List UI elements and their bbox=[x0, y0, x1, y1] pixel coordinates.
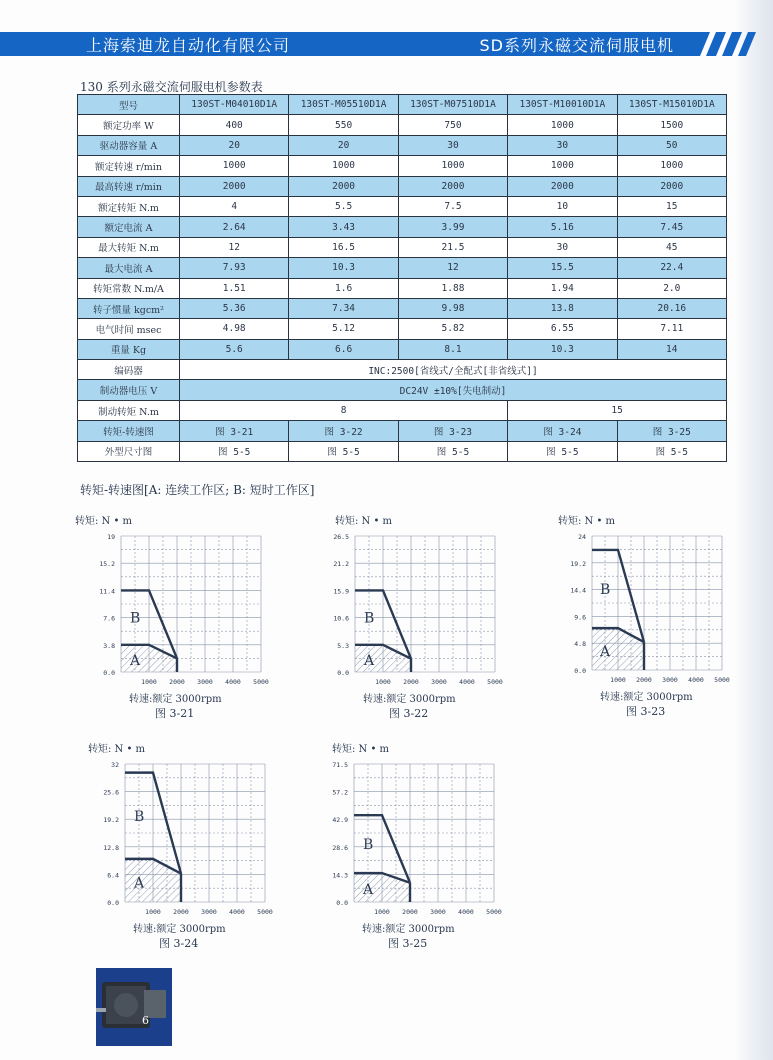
cell-value: 图 3-22 bbox=[289, 421, 398, 441]
cell-value: 12 bbox=[398, 258, 507, 278]
row-label: 电气时间 msec bbox=[78, 319, 180, 339]
cell-value: 2.0 bbox=[617, 278, 726, 298]
cell-value: 20 bbox=[180, 135, 289, 155]
cell-value: 2000 bbox=[617, 176, 726, 196]
cell-value: 1000 bbox=[398, 156, 507, 176]
table-row bbox=[78, 319, 727, 339]
cell-value: 50 bbox=[617, 135, 726, 155]
y-tick-label: 0.0 bbox=[336, 899, 348, 907]
y-tick-label: 28.6 bbox=[332, 843, 348, 852]
y-axis-label: 转矩: N • m bbox=[335, 516, 393, 527]
cell-value: 1.88 bbox=[398, 278, 507, 298]
cell-value: 6.6 bbox=[289, 339, 398, 359]
y-tick-label: 19 bbox=[107, 533, 115, 541]
table-row bbox=[78, 258, 727, 278]
y-tick-label: 5.3 bbox=[337, 641, 349, 650]
y-tick-label: 3.8 bbox=[103, 641, 115, 650]
section-title: 转矩-转速图[A: 连续工作区; B: 短时工作区] bbox=[80, 483, 315, 497]
x-tick-label: 1000 bbox=[145, 908, 161, 916]
x-tick-label: 4000 bbox=[688, 676, 704, 684]
cell-value: 30 bbox=[508, 135, 617, 155]
cell-value: 图 5-5 bbox=[289, 441, 398, 461]
brake-voltage-value: DC24V ±10%[失电制动] bbox=[180, 380, 727, 400]
y-tick-label: 21.2 bbox=[333, 560, 349, 569]
region-label-B: B bbox=[600, 582, 611, 599]
model-name: 130ST-M05510D1A bbox=[289, 95, 398, 115]
cell-value: 图 3-21 bbox=[180, 421, 289, 441]
table-row bbox=[78, 298, 727, 318]
x-tick-label: 4000 bbox=[459, 678, 475, 686]
brake-torque-value: 15 bbox=[508, 400, 727, 420]
torque-speed-chart bbox=[332, 740, 534, 950]
y-tick-label: 57.2 bbox=[332, 788, 348, 797]
row-label: 额定转速 r/min bbox=[78, 156, 180, 176]
row-label: 最大转矩 N.m bbox=[78, 237, 180, 257]
y-tick-label: 15.9 bbox=[333, 587, 349, 596]
figure-number: 图 3-23 bbox=[626, 705, 666, 718]
y-tick-label: 25.6 bbox=[103, 788, 119, 797]
region-label-A: A bbox=[363, 881, 374, 898]
x-tick-label: 3000 bbox=[201, 908, 217, 916]
cell-value: 13.8 bbox=[508, 298, 617, 318]
cell-value: 1000 bbox=[289, 156, 398, 176]
model-name: 130ST-M07510D1A bbox=[398, 95, 507, 115]
table-row bbox=[78, 156, 727, 176]
x-axis-label: 转速:额定 3000rpm bbox=[600, 692, 693, 703]
figure-number: 图 3-24 bbox=[159, 937, 199, 950]
chart-plot bbox=[88, 758, 273, 922]
cell-value: 5.5 bbox=[289, 196, 398, 216]
cell-value: 16.5 bbox=[289, 237, 398, 257]
header-stripes-decoration bbox=[690, 32, 773, 56]
cell-value: 3.99 bbox=[398, 217, 507, 237]
x-tick-label: 3000 bbox=[430, 908, 446, 916]
table-row bbox=[78, 380, 727, 400]
cell-value: 1000 bbox=[617, 156, 726, 176]
y-tick-label: 71.5 bbox=[332, 761, 348, 769]
region-label-B: B bbox=[130, 610, 141, 627]
brake-torque-value: 8 bbox=[180, 400, 508, 420]
table-row bbox=[78, 441, 727, 461]
table-row bbox=[78, 339, 727, 359]
cell-value: 4.98 bbox=[180, 319, 289, 339]
cell-value: 1.51 bbox=[180, 278, 289, 298]
y-tick-label: 42.9 bbox=[332, 816, 348, 825]
row-label: 额定转矩 N.m bbox=[78, 196, 180, 216]
y-tick-label: 12.8 bbox=[103, 843, 119, 852]
y-tick-label: 19.2 bbox=[570, 559, 586, 568]
model-name: 130ST-M04010D1A bbox=[180, 95, 289, 115]
cell-value: 20.16 bbox=[617, 298, 726, 318]
cell-value: 图 5-5 bbox=[508, 441, 617, 461]
cell-value: 5.36 bbox=[180, 298, 289, 318]
y-tick-label: 9.6 bbox=[574, 613, 586, 622]
row-label: 制动器电压 V bbox=[78, 380, 180, 400]
cell-value: 图 5-5 bbox=[617, 441, 726, 461]
region-label-B: B bbox=[134, 808, 145, 825]
row-label: 外型尺寸图 bbox=[78, 441, 180, 461]
table-row bbox=[78, 115, 727, 135]
row-label: 最高转速 r/min bbox=[78, 176, 180, 196]
x-tick-label: 5000 bbox=[253, 678, 269, 686]
x-axis-label: 转速:额定 3000rpm bbox=[133, 924, 226, 935]
region-label-A: A bbox=[364, 652, 375, 669]
cell-value: 15 bbox=[617, 196, 726, 216]
y-axis-label: 转矩: N • m bbox=[558, 516, 616, 527]
page-number: 6 bbox=[142, 1014, 149, 1027]
x-axis-label: 转速:额定 3000rpm bbox=[363, 694, 456, 705]
x-axis-label: 转速:额定 3000rpm bbox=[362, 924, 455, 935]
cell-value: 20 bbox=[289, 135, 398, 155]
torque-speed-chart bbox=[335, 512, 535, 720]
figure-number: 图 3-22 bbox=[389, 707, 429, 720]
row-label: 编码器 bbox=[78, 360, 180, 380]
cell-value: 10.3 bbox=[508, 339, 617, 359]
cell-value: 10.3 bbox=[289, 258, 398, 278]
table-row bbox=[78, 135, 727, 155]
row-label: 转子惯量 kgcm² bbox=[78, 298, 180, 318]
model-name: 130ST-M15010D1A bbox=[617, 95, 726, 115]
cell-value: 7.34 bbox=[289, 298, 398, 318]
y-tick-label: 0.0 bbox=[107, 899, 119, 907]
y-tick-label: 19.2 bbox=[103, 816, 119, 825]
x-tick-label: 4000 bbox=[225, 678, 241, 686]
table-row bbox=[78, 237, 727, 257]
x-tick-label: 2000 bbox=[402, 908, 418, 916]
row-label: 转矩常数 N.m/A bbox=[78, 278, 180, 298]
cell-value: 1000 bbox=[508, 156, 617, 176]
motor-photo-icon bbox=[96, 968, 172, 1046]
region-label-A: A bbox=[134, 875, 145, 892]
torque-speed-chart bbox=[88, 740, 305, 950]
cell-value: 1.6 bbox=[289, 278, 398, 298]
y-tick-label: 0.0 bbox=[574, 667, 586, 675]
y-tick-label: 26.5 bbox=[333, 533, 349, 541]
cell-value: 6.55 bbox=[508, 319, 617, 339]
cell-value: 12 bbox=[180, 237, 289, 257]
series-title: SD系列永磁交流伺服电机 bbox=[479, 36, 674, 55]
cell-value: 5.12 bbox=[289, 319, 398, 339]
y-axis-label: 转矩: N • m bbox=[75, 516, 133, 527]
cell-value: 30 bbox=[508, 237, 617, 257]
cell-value: 9.98 bbox=[398, 298, 507, 318]
cell-value: 图 3-24 bbox=[508, 421, 617, 441]
cell-value: 4 bbox=[180, 196, 289, 216]
y-tick-label: 0.0 bbox=[103, 669, 115, 677]
table-row bbox=[78, 196, 727, 216]
cell-value: 2000 bbox=[289, 176, 398, 196]
y-axis-label: 转矩: N • m bbox=[88, 744, 146, 755]
company-name: 上海索迪龙自动化有限公司 bbox=[86, 36, 291, 55]
cell-value: 图 3-23 bbox=[398, 421, 507, 441]
encoder-value: INC:2500[省线式/全配式[非省线式]] bbox=[180, 360, 727, 380]
torque-speed-chart bbox=[75, 512, 301, 720]
cell-value: 7.11 bbox=[617, 319, 726, 339]
cell-value: 5.6 bbox=[180, 339, 289, 359]
chart-plot bbox=[558, 530, 730, 690]
x-tick-label: 2000 bbox=[169, 678, 185, 686]
cell-value: 21.5 bbox=[398, 237, 507, 257]
cell-value: 7.93 bbox=[180, 258, 289, 278]
region-label-B: B bbox=[363, 837, 374, 854]
cell-value: 1000 bbox=[508, 115, 617, 135]
chart-plot bbox=[75, 530, 269, 692]
row-label: 制动转矩 N.m bbox=[78, 400, 180, 420]
cell-value: 22.4 bbox=[617, 258, 726, 278]
cell-value: 2000 bbox=[398, 176, 507, 196]
x-tick-label: 1000 bbox=[374, 908, 390, 916]
chart-plot bbox=[335, 530, 503, 692]
x-tick-label: 3000 bbox=[662, 676, 678, 684]
cell-value: 7.45 bbox=[617, 217, 726, 237]
cell-value: 5.16 bbox=[508, 217, 617, 237]
cell-value: 14 bbox=[617, 339, 726, 359]
row-label: 重量 Kg bbox=[78, 339, 180, 359]
y-tick-label: 14.3 bbox=[332, 871, 348, 880]
parameter-table bbox=[77, 94, 727, 462]
x-tick-label: 2000 bbox=[403, 678, 419, 686]
table-header-row bbox=[78, 95, 727, 115]
cell-value: 10 bbox=[508, 196, 617, 216]
cell-value: 2000 bbox=[508, 176, 617, 196]
x-tick-label: 5000 bbox=[257, 908, 273, 916]
x-tick-label: 5000 bbox=[487, 678, 503, 686]
y-tick-label: 32 bbox=[111, 761, 119, 769]
region-label-A: A bbox=[130, 652, 141, 669]
x-tick-label: 4000 bbox=[458, 908, 474, 916]
cell-value: 15.5 bbox=[508, 258, 617, 278]
cell-value: 7.5 bbox=[398, 196, 507, 216]
cell-value: 750 bbox=[398, 115, 507, 135]
table-row bbox=[78, 278, 727, 298]
cell-value: 图 5-5 bbox=[398, 441, 507, 461]
y-tick-label: 15.2 bbox=[99, 560, 115, 569]
x-tick-label: 2000 bbox=[173, 908, 189, 916]
table-row bbox=[78, 400, 727, 420]
x-tick-label: 3000 bbox=[431, 678, 447, 686]
cell-value: 2.64 bbox=[180, 217, 289, 237]
region-label-A: A bbox=[600, 644, 611, 661]
table-row bbox=[78, 217, 727, 237]
cell-value: 5.82 bbox=[398, 319, 507, 339]
region-label-B: B bbox=[364, 610, 375, 627]
table-title: 130 系列永磁交流伺服电机参数表 bbox=[80, 80, 263, 94]
x-tick-label: 1000 bbox=[610, 676, 626, 684]
x-tick-label: 4000 bbox=[229, 908, 245, 916]
chart-plot bbox=[332, 758, 502, 922]
y-tick-label: 6.4 bbox=[107, 871, 119, 880]
cell-value: 8.1 bbox=[398, 339, 507, 359]
cell-value: 图 5-5 bbox=[180, 441, 289, 461]
cell-value: 400 bbox=[180, 115, 289, 135]
cell-value: 550 bbox=[289, 115, 398, 135]
torque-speed-chart bbox=[558, 512, 762, 718]
y-axis-label: 转矩: N • m bbox=[332, 744, 390, 755]
cell-value: 1.94 bbox=[508, 278, 617, 298]
cell-value: 3.43 bbox=[289, 217, 398, 237]
row-label: 转矩-转速图 bbox=[78, 421, 180, 441]
cell-value: 1000 bbox=[180, 156, 289, 176]
x-tick-label: 2000 bbox=[636, 676, 652, 684]
x-tick-label: 1000 bbox=[375, 678, 391, 686]
cell-value: 45 bbox=[617, 237, 726, 257]
row-label: 最大电流 A bbox=[78, 258, 180, 278]
figure-number: 图 3-25 bbox=[388, 937, 428, 950]
table-row bbox=[78, 360, 727, 380]
cell-value: 30 bbox=[398, 135, 507, 155]
model-name: 130ST-M10010D1A bbox=[508, 95, 617, 115]
y-tick-label: 14.4 bbox=[570, 586, 586, 595]
y-tick-label: 0.0 bbox=[337, 669, 349, 677]
model-label: 型号 bbox=[78, 95, 180, 115]
page-header-bar bbox=[0, 32, 700, 56]
row-label: 驱动器容量 A bbox=[78, 135, 180, 155]
figure-number: 图 3-21 bbox=[155, 707, 195, 720]
table-row bbox=[78, 176, 727, 196]
row-label: 额定电流 A bbox=[78, 217, 180, 237]
table-row bbox=[78, 421, 727, 441]
y-tick-label: 24 bbox=[578, 533, 586, 541]
x-tick-label: 5000 bbox=[714, 676, 730, 684]
y-tick-label: 11.4 bbox=[99, 587, 115, 596]
x-axis-label: 转速:额定 3000rpm bbox=[129, 694, 222, 705]
cell-value: 图 3-25 bbox=[617, 421, 726, 441]
row-label: 额定功率 W bbox=[78, 115, 180, 135]
x-tick-label: 3000 bbox=[197, 678, 213, 686]
y-tick-label: 10.6 bbox=[333, 614, 349, 623]
cell-value: 2000 bbox=[180, 176, 289, 196]
x-tick-label: 1000 bbox=[141, 678, 157, 686]
x-tick-label: 5000 bbox=[486, 908, 502, 916]
y-tick-label: 4.8 bbox=[574, 640, 586, 649]
y-tick-label: 7.6 bbox=[103, 614, 115, 623]
cell-value: 1500 bbox=[617, 115, 726, 135]
